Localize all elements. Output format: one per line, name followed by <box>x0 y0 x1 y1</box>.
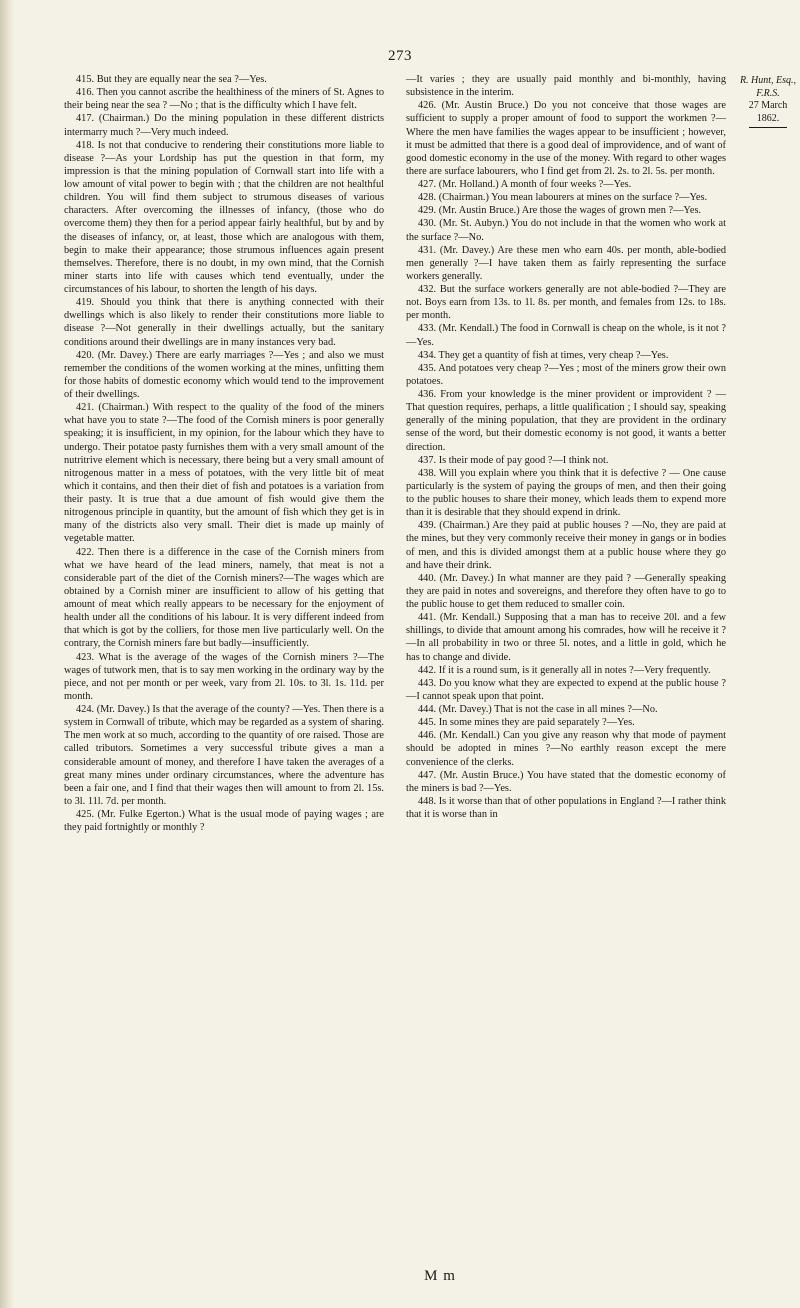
paragraph: 445. In some mines they are paid separately ?—Yes. <box>418 717 635 729</box>
margin-rule <box>749 127 787 128</box>
paragraph: 444. (Mr. Davey.) That is not the case in all mines ?—No. <box>418 704 658 715</box>
paragraph: 422. Then there is a difference in the case of the Cornish miners from what we have heard of the lead miners, namely, that meat is not a considerable part of the diet of the Cornish miners?—The wages which are obtained by a Cornish miner are insufficient to allow of his getting that amount of meat which really appears to be necessary for the enjoyment of health under all the conditions of his labour. It is very different indeed from that which is got by the colliers, for those men live particularly well. On the contrary, the Cornish miners fare but badly—insufficiently. <box>64 546 384 650</box>
paragraph: 443. Do you know what they are expected to expend at the public house ?—I cannot speak upon that point. <box>406 677 726 702</box>
paragraph: 442. If it is a round sum, is it generally all in notes ?—Very frequently. <box>418 664 711 676</box>
paragraph: 438. Will you explain where you think that it is defective ? — One cause particularly is the system of paying the groups of men, and then their going to the public houses to share their money, which leads them to expend more than it is desirable that they should expend in drink. <box>406 467 726 519</box>
paragraph: 447. (Mr. Austin Bruce.) You have stated that the domestic economy of the miners is bad ?—Yes. <box>406 769 726 794</box>
page-edge-shadow <box>0 0 14 1308</box>
paragraph: 416. Then you cannot ascribe the healthiness of the miners of St. Agnes to their being near the sea ? —No ; that is the difficulty which I have felt. <box>64 87 384 112</box>
paragraph: 415. But they are equally near the sea ?—Yes. <box>76 74 267 85</box>
paragraph: 419. Should you think that there is anything connected with their dwellings which is also likely to render their constitutions more liable to disease ?—Not generally in their dwellings actually, but the sanitary conditions around their dwellings are in many instances very bad. <box>64 297 384 348</box>
paragraph: 433. (Mr. Kendall.) The food in Cornwall is cheap on the whole, is it not ?—Yes. <box>406 323 726 348</box>
testimony-date: 27 March 1862. <box>748 100 788 124</box>
left-column <box>64 73 384 834</box>
paragraph: 430. (Mr. St. Aubyn.) You do not include in that the women who work at the surface ?—No. <box>406 218 726 243</box>
printer-signature-mark: M m <box>424 1268 456 1284</box>
paragraph: 427. (Mr. Holland.) A month of four weeks ?—Yes. <box>418 179 632 190</box>
paragraph: 439. (Chairman.) Are they paid at public houses ? —No, they are paid at the mines, but they very commonly receive their money in gangs or in bodies of men, and this is divided amongst them at a public house where they go and have their drink. <box>406 520 727 571</box>
paragraph: 418. Is not that conducive to rendering their constitutions more liable to disease ?—As your Lordship has put the question in that form, my impression is that the mining population of Cornwall start into life with a low amount of vital power to begin with ; that the children are not healthful children. You will find them subject to strumous diseases of various characters. After overcoming the illnesses of infancy, (those who do overcome them) they then for a period appear fairly healthful, but by and by the diseases of infancy, or, at least, those which are analogous with them, begin to make their appearance; those strumous influences again present themselves. Therefore, there is no doubt, in my own mind, that the Cornish miner starts into life with causes which tend eventually, under the circumstances of his labour, to shorten the length of his days. <box>64 139 384 295</box>
paragraph: 417. (Chairman.) Do the mining population in these different districts intermarry much ?—Very much indeed. <box>64 113 384 138</box>
paragraph: 424. (Mr. Davey.) Is that the average of the county? —Yes. Then there is a system in Cornwall of tribute, which may be regarded as a system of sharing. The men work at so much, according to the quantity of ore raised. Those are called tributors. Sometimes a very successful tribute gives a man a considerable amount of money, and therefore I have taken the averages of a great many mines under ordinary circumstances, where the adventure has been a fair one, and I find that their wages then will amount to from 2l. 15s. to 3l. 11l. 7d. per month. <box>64 704 384 807</box>
paragraph: 446. (Mr. Kendall.) Can you give any reason why that mode of payment should be adopted in mines ?—No earthly reason except the mere convenience of the clerks. <box>406 730 726 768</box>
paragraph: 425. (Mr. Fulke Egerton.) What is the usual mode of paying wages ; are they paid fortnightly or monthly ? <box>64 809 384 834</box>
paragraph: 421. (Chairman.) With respect to the quality of the food of the miners what have you to state ?—The food of the Cornish miners is poor generally speaking; it is insufficient, in my opinion, for the labour which they have to undergo. Their potatoe pasty furnishes them with a very small amount of the nutritrive element which is necessary, there being but a very small amount of nitrogenous matter in a mess of potatoes, with the very little bit of meat which it contains, and then their diet of fish and potatoes is a variation from their pasty. It is true that a due amount of fish would give them the nitrogenous principle in quantity, but the amount of fish which they get is in many of the districts also very small. Their diet is made up mainly of vegetable matter. <box>64 402 384 545</box>
paragraph: 437. Is their mode of pay good ?—I think not. <box>418 454 609 466</box>
witness-name: R. Hunt, Esq., <box>739 75 797 86</box>
paragraph: 448. Is it worse than that of other populations in England ?—I rather think that it is worse than in <box>406 795 726 820</box>
paragraph: 435. And potatoes very cheap ?—Yes ; most of the miners grow their own potatoes. <box>406 362 726 387</box>
paragraph: 429. (Mr. Austin Bruce.) Are those the wages of grown men ?—Yes. <box>418 205 702 217</box>
paragraph: —It varies ; they are usually paid monthly and bi-monthly, having subsistence in the interim. <box>406 74 726 99</box>
paragraph: 434. They get a quantity of fish at times, very cheap ?—Yes. <box>418 349 669 361</box>
paragraph: 423. What is the average of the wages of the Cornish miners ?—The wages of tutwork men, that is to say men working in the ordinary way by the piece, and not per month or per week, vary from 2l. 10s. to 3l. 1s. 11d. per month. <box>64 651 384 702</box>
page-number: 273 <box>388 48 412 64</box>
paragraph: 436. From your knowledge is the miner provident or improvident ? — That question requires, perhaps, a little qualification ; I should say, speaking generally of the mining population, that they are provident in the ordinary sense of the word, but their domestic economy is not good, it wants a better direction. <box>406 389 726 453</box>
witness-margin-note <box>738 75 798 128</box>
paragraph: 431. (Mr. Davey.) Are these men who earn 40s. per month, able-bodied men generally ?—I have taken them as fairly representing the surface workers generally. <box>406 244 726 282</box>
witness-title: F.R.S. <box>756 87 780 99</box>
paragraph: 428. (Chairman.) You mean labourers at mines on the surface ?—Yes. <box>418 192 708 204</box>
right-column <box>406 73 726 821</box>
paragraph: 440. (Mr. Davey.) In what manner are they paid ? —Generally speaking they are paid in notes and sovereigns, and therefore they often have to go to the public house to get them reduced to smaller coin. <box>406 572 726 610</box>
paragraph: 426. (Mr. Austin Bruce.) Do you not conceive that those wages are sufficient to supply a proper amount of food to support the workmen ?—Where the men have families the wages appear to be insufficient ; however, it must be admitted that there is a good deal of improvidence, and of want of good domestic economy in the use of the money. With regard to other wages there are surface labourers, who I find get from 2l. 2s. to 2l. 5s. per month. <box>406 100 726 177</box>
paragraph: 441. (Mr. Kendall.) Supposing that a man has to receive 20l. and a few shillings, to divide that amount among his comrades, how will he receive it ?—In all probability in two or three 5l. notes, and a little in gold, which he has to change and divide. <box>406 612 726 663</box>
paragraph: 420. (Mr. Davey.) There are early marriages ?—Yes ; and also we must remember the conditions of the women working at the mines, unfitting them for those habits of domestic economy which would tend to the improvement of their dwellings. <box>64 349 384 400</box>
paragraph: 432. But the surface workers generally are not able-bodied ?—They are not. Boys earn from 13s. to 1l. 8s. per month, and females from 12s. to 18s. per month. <box>406 284 726 322</box>
